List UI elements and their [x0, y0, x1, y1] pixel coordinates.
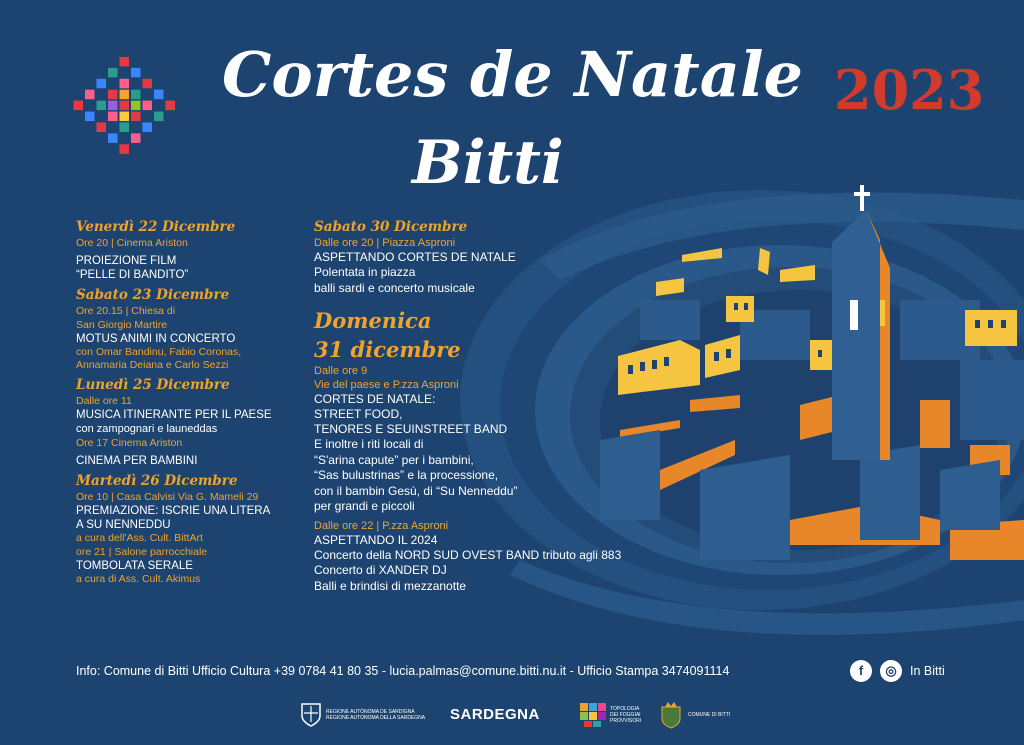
logo-pixel — [108, 90, 118, 100]
event-notes: per grandi e piccoli — [314, 499, 415, 513]
event-name: A SU NENNEDDU — [76, 519, 171, 531]
event-time: Ore 10 | Casa Calvisi Via G. Mameli 29 — [76, 491, 259, 503]
logo-pixel — [131, 90, 141, 100]
regione-label: REGIONE AUTÒNOMA DE SARDIGNA — [326, 709, 415, 715]
event-details: Annamaria Deiana e Carlo Sezzi — [76, 359, 229, 371]
event-town: Bitti — [412, 128, 564, 198]
logo-pixel — [143, 101, 153, 111]
logo-pixel — [97, 79, 107, 89]
regione-crest-icon — [300, 702, 322, 728]
sunday-heading: Domenica — [314, 308, 432, 333]
event-time: Ore 20 | Cinema Ariston — [76, 237, 188, 249]
event-name: PREMIAZIONE: ISCRIE UNA LITERA — [76, 505, 271, 517]
logo-pixel — [131, 112, 141, 122]
logo-pixel — [120, 79, 130, 89]
event-time: Dalle ore 20 | Piazza Asproni — [314, 237, 456, 249]
logo-pixel — [143, 79, 153, 89]
logo-pixel — [120, 57, 130, 67]
event-details: a cura di Ass. Cult. Akimus — [76, 573, 201, 585]
logo-pixel — [85, 90, 95, 100]
sardegna-logo: SARDEGNA — [450, 706, 540, 723]
logo-pixel — [120, 144, 130, 154]
event-time: Vie del paese e P.zza Asproni — [314, 379, 459, 391]
event-details: a cura dell'Ass. Cult. BittArt — [76, 532, 203, 544]
logo-pixel — [120, 101, 130, 111]
logo-pixel — [166, 101, 176, 111]
event-time: Dalle ore 22 | P.zza Asproni — [314, 519, 449, 532]
comune-label: COMUNE DI BITTI — [688, 712, 731, 718]
social-handle: In Bitti — [910, 664, 945, 678]
logo-pixel — [108, 68, 118, 78]
event-name: STREET FOOD, — [314, 407, 403, 421]
contact-info: Info: Comune di Bitti Ufficio Cultura +39 0784 41 80 35 - lucia.palmas@comune.bitti.nu.it - Ufficio Stampa 3474091114 — [76, 664, 730, 678]
logo-pixel — [108, 133, 118, 143]
event-notes: E inoltre i riti locali di — [314, 437, 424, 451]
logo-pixel — [120, 90, 130, 100]
event-name: MOTUS ANIMI IN CONCERTO — [76, 333, 236, 345]
event-name: ASPETTANDO IL 2024 — [314, 532, 438, 547]
regione-label: REGIONE AUTONOMA DELLA SARDEGNA — [326, 715, 426, 721]
day-heading: Lunedì 25 Dicembre — [76, 377, 230, 393]
event-details: con Omar Bandinu, Fabio Coronas, — [76, 346, 242, 358]
sponsor-logos — [0, 700, 1024, 730]
event-year: 2023 — [834, 58, 985, 122]
regione-sardegna-logo — [300, 700, 425, 730]
event-notes: “Sas bulustrinas” e la processione, — [314, 468, 499, 482]
logo-pixel — [154, 112, 164, 122]
event-notes: “S'arina capute” per i bambini, — [314, 452, 474, 467]
logo-pixel — [131, 133, 141, 143]
topologia-label: PROVVISORI — [610, 718, 642, 724]
day-heading: Sabato 23 Dicembre — [76, 287, 230, 303]
logo-pixel — [108, 101, 118, 111]
topologia-label: TOPOLOGIA — [610, 706, 640, 712]
logo-pixel — [85, 112, 95, 122]
event-name: CORTES DE NATALE: — [314, 392, 436, 406]
comune-crest-icon — [660, 701, 682, 729]
logo-pixel — [154, 90, 164, 100]
logo-pixel — [131, 101, 141, 111]
logo-pixel — [120, 112, 130, 122]
event-time: San Giorgio Martire — [76, 319, 168, 331]
event-notes: Balli e brindisi di mezzanotte — [314, 578, 467, 593]
instagram-icon[interactable]: ◎ — [880, 660, 902, 682]
day-heading: Sabato 30 Dicembre — [314, 219, 468, 235]
event-title: Cortes de Natale — [222, 38, 803, 111]
logo-pixel — [97, 122, 107, 132]
topologia-label: DEI FOGGIAI — [610, 712, 641, 718]
event-time: Dalle ore 9 — [314, 365, 368, 377]
topologia-icon — [580, 703, 606, 727]
event-time: Ore 20.15 | Chiesa di — [76, 305, 176, 317]
event-name: CINEMA PER BAMBINI — [76, 455, 198, 467]
event-name: PROIEZIONE FILM — [76, 255, 177, 267]
event-notes: Polentata in piazza — [314, 265, 416, 279]
event-notes: con il bambin Gesù, di “Su Nenneddu” — [314, 483, 518, 498]
program-left-column — [76, 214, 306, 586]
event-name: “PELLE DI BANDITO” — [76, 269, 189, 281]
logo-pixel — [131, 68, 141, 78]
logo-pixel — [143, 122, 153, 132]
event-time: Dalle ore 11 — [76, 395, 132, 407]
event-name: TOMBOLATA SERALE — [76, 560, 193, 572]
event-notes: con zampognari e launeddas — [76, 423, 218, 435]
event-time: Ore 17 Cinema Ariston — [76, 437, 183, 449]
event-name: MUSICA ITINERANTE PER IL PAESE — [76, 409, 272, 421]
day-heading: Venerdì 22 Dicembre — [76, 219, 236, 235]
comune-bitti-logo — [660, 700, 730, 730]
event-time: ore 21 | Salone parrocchiale — [76, 546, 208, 558]
topologia-logo — [580, 700, 641, 730]
logo-pixel — [108, 112, 118, 122]
facebook-icon[interactable]: f — [850, 660, 872, 682]
program-center-column — [314, 214, 714, 594]
sunday-heading: 31 dicembre — [314, 337, 461, 362]
cortes-logo-icon — [52, 36, 200, 178]
event-notes: balli sardi e concerto musicale — [314, 280, 475, 295]
event-name: TENORES E SEUINSTREET BAND — [314, 422, 508, 436]
event-notes: Concerto della NORD SUD OVEST BAND tributo agli 883 — [314, 547, 622, 562]
logo-pixel — [97, 101, 107, 111]
logo-pixel — [74, 101, 84, 111]
day-heading: Martedì 26 Dicembre — [76, 473, 238, 489]
event-notes: Concerto di XANDER DJ — [314, 563, 447, 577]
event-name: ASPETTANDO CORTES DE NATALE — [314, 250, 516, 264]
logo-pixel — [120, 122, 130, 132]
